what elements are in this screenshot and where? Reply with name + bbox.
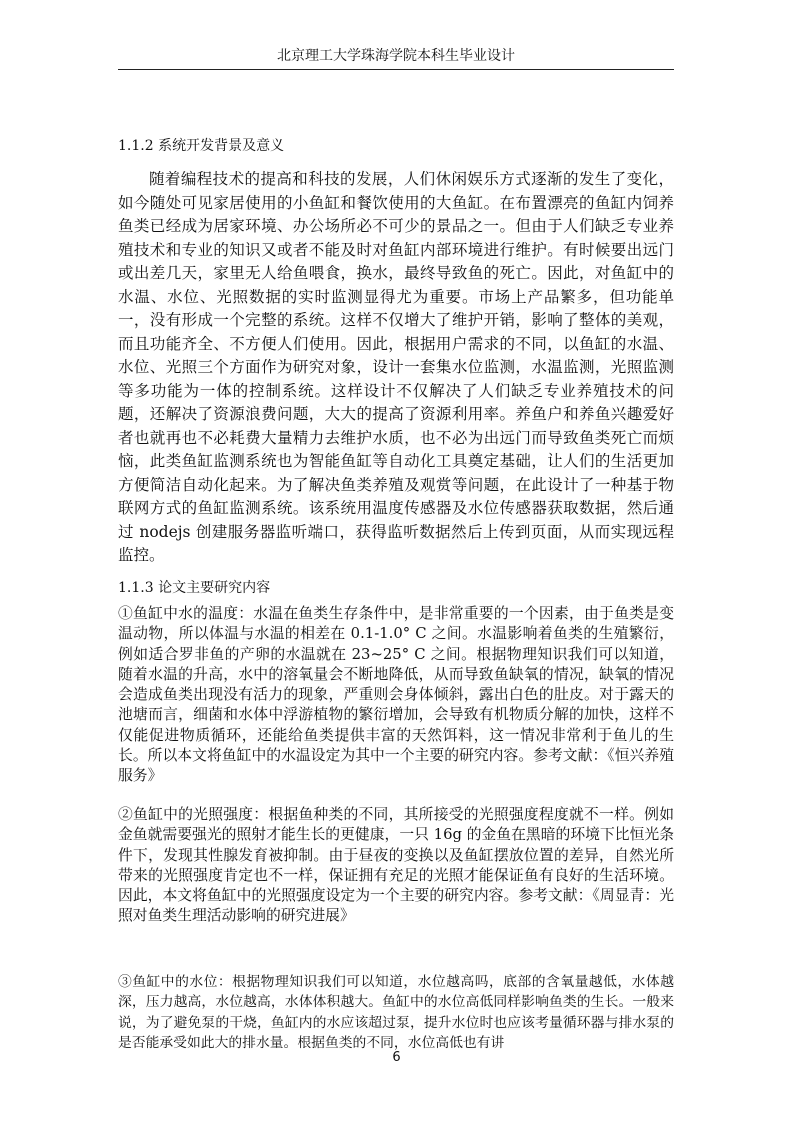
section-heading-1-1-3: 1.1.3 论文主要研究内容 bbox=[118, 580, 271, 596]
page-number: 6 bbox=[392, 1050, 401, 1065]
research-item-water-temperature: ①鱼缸中水的温度：水温在鱼类生存条件中，是非常重要的一个因素，由于鱼类是变温动物，所以体温与水温的相差在 0.1-1.0° C 之间。水温影响着鱼类的生殖繁衍，例如适合罗非鱼的产卵的水温就在 23~25° C 之间。根据物理知识我们可以知道，随着水温的升高，水中的溶氧量会不断地降低，从而导致鱼缺氧的情况，缺氧的情况会造成鱼类出现没有活力的现象，严重则会身体倾斜，露出白色的肚皮。对于露天的池塘而言，细菌和水体中浮游植物的繁衍增加，会导致有机物质分解的加快，这样不仅能促进物质循环，还能给鱼类提供丰富的天然饵料，这一情况非常利于鱼儿的生长。所以本文将鱼缸中的水温设定为其中一个主要的研究内容。参考文献：《恒兴养殖服务》 bbox=[118, 605, 674, 785]
header-rule bbox=[118, 69, 674, 70]
section-heading-1-1-2: 1.1.2 系统开发背景及意义 bbox=[118, 138, 285, 154]
page-header: 北京理工大学珠海学院本科生毕业设计 bbox=[277, 48, 515, 64]
background-paragraph: 随着编程技术的提高和科技的发展，人们休闲娱乐方式逐渐的发生了变化，如今随处可见家居使用的小鱼缸和餐饮使用的大鱼缸。在布置漂亮的鱼缸内饲养鱼类已经成为居家环境、办公场所必不可少的景品之一。但由于人们缺乏专业养殖技术和专业的知识又或者不能及时对鱼缸内部环境进行维护。有时候要出远门或出差几天，家里无人给鱼喂食，换水，最终导致鱼的死亡。因此，对鱼缸中的水温、水位、光照数据的实时监测显得尤为重要。市场上产品繁多，但功能单一，没有形成一个完整的系统。这样不仅增大了维护开销，影响了整体的美观，而且功能齐全、不方便人们使用。因此，根据用户需求的不同，以鱼缸的水温、水位、光照三个方面作为研究对象，设计一套集水位监测，水温监测，光照监测等多功能为一体的控制系统。这样设计不仅解决了人们缺乏专业养殖技术的问题，还解决了资源浪费问题，大大的提高了资源利用率。养鱼户和养鱼兴趣爱好者也就再也不必耗费大量精力去维护水质，也不必为出远门而导致鱼类死亡而烦恼，此类鱼缸监测系统也为智能鱼缸等自动化工具奠定基础，让人们的生活更加方便简洁自动化起来。为了解决鱼类养殖及观赏等问题，在此设计了一种基于物联网方式的鱼缸监测系统。该系统用温度传感器及水位传感器获取数据，然后通过 nodejs 创建服务器监听端口，获得监听数据然后上传到页面，从而实现远程监控。 bbox=[118, 170, 674, 564]
research-item-water-level: ③鱼缸中的水位：根据物理知识我们可以知道，水位越高吗，底部的含氧量越低，水体越深，压力越高，水位越高，水体体积越大。鱼缸中的水位高低同样影响鱼类的生长。一般来说，为了避免泵的干烧，鱼缸内的水应该超过泵，提升水位时也应该考量循环器与排水泵的是否能承受如此大的排水量。根据鱼类的不同，水位高低也有讲 bbox=[118, 974, 674, 1051]
research-item-light-intensity: ②鱼缸中的光照强度：根据鱼种类的不同，其所接受的光照强度程度就不一样。例如金鱼就需要强光的照射才能生长的更健康，一只 16g 的金鱼在黑暗的环境下比恒光条件下，发现其性腺发育被抑制。由于昼夜的变换以及鱼缸摆放位置的差异，自然光所带来的光照强度肯定也不一样，保证拥有充足的光照才能保证鱼有良好的生活环境。因此，本文将鱼缸中的光照强度设定为一个主要的研究内容。参考文献：《周显青：光照对鱼类生理活动影响的研究进展》 bbox=[118, 806, 674, 925]
